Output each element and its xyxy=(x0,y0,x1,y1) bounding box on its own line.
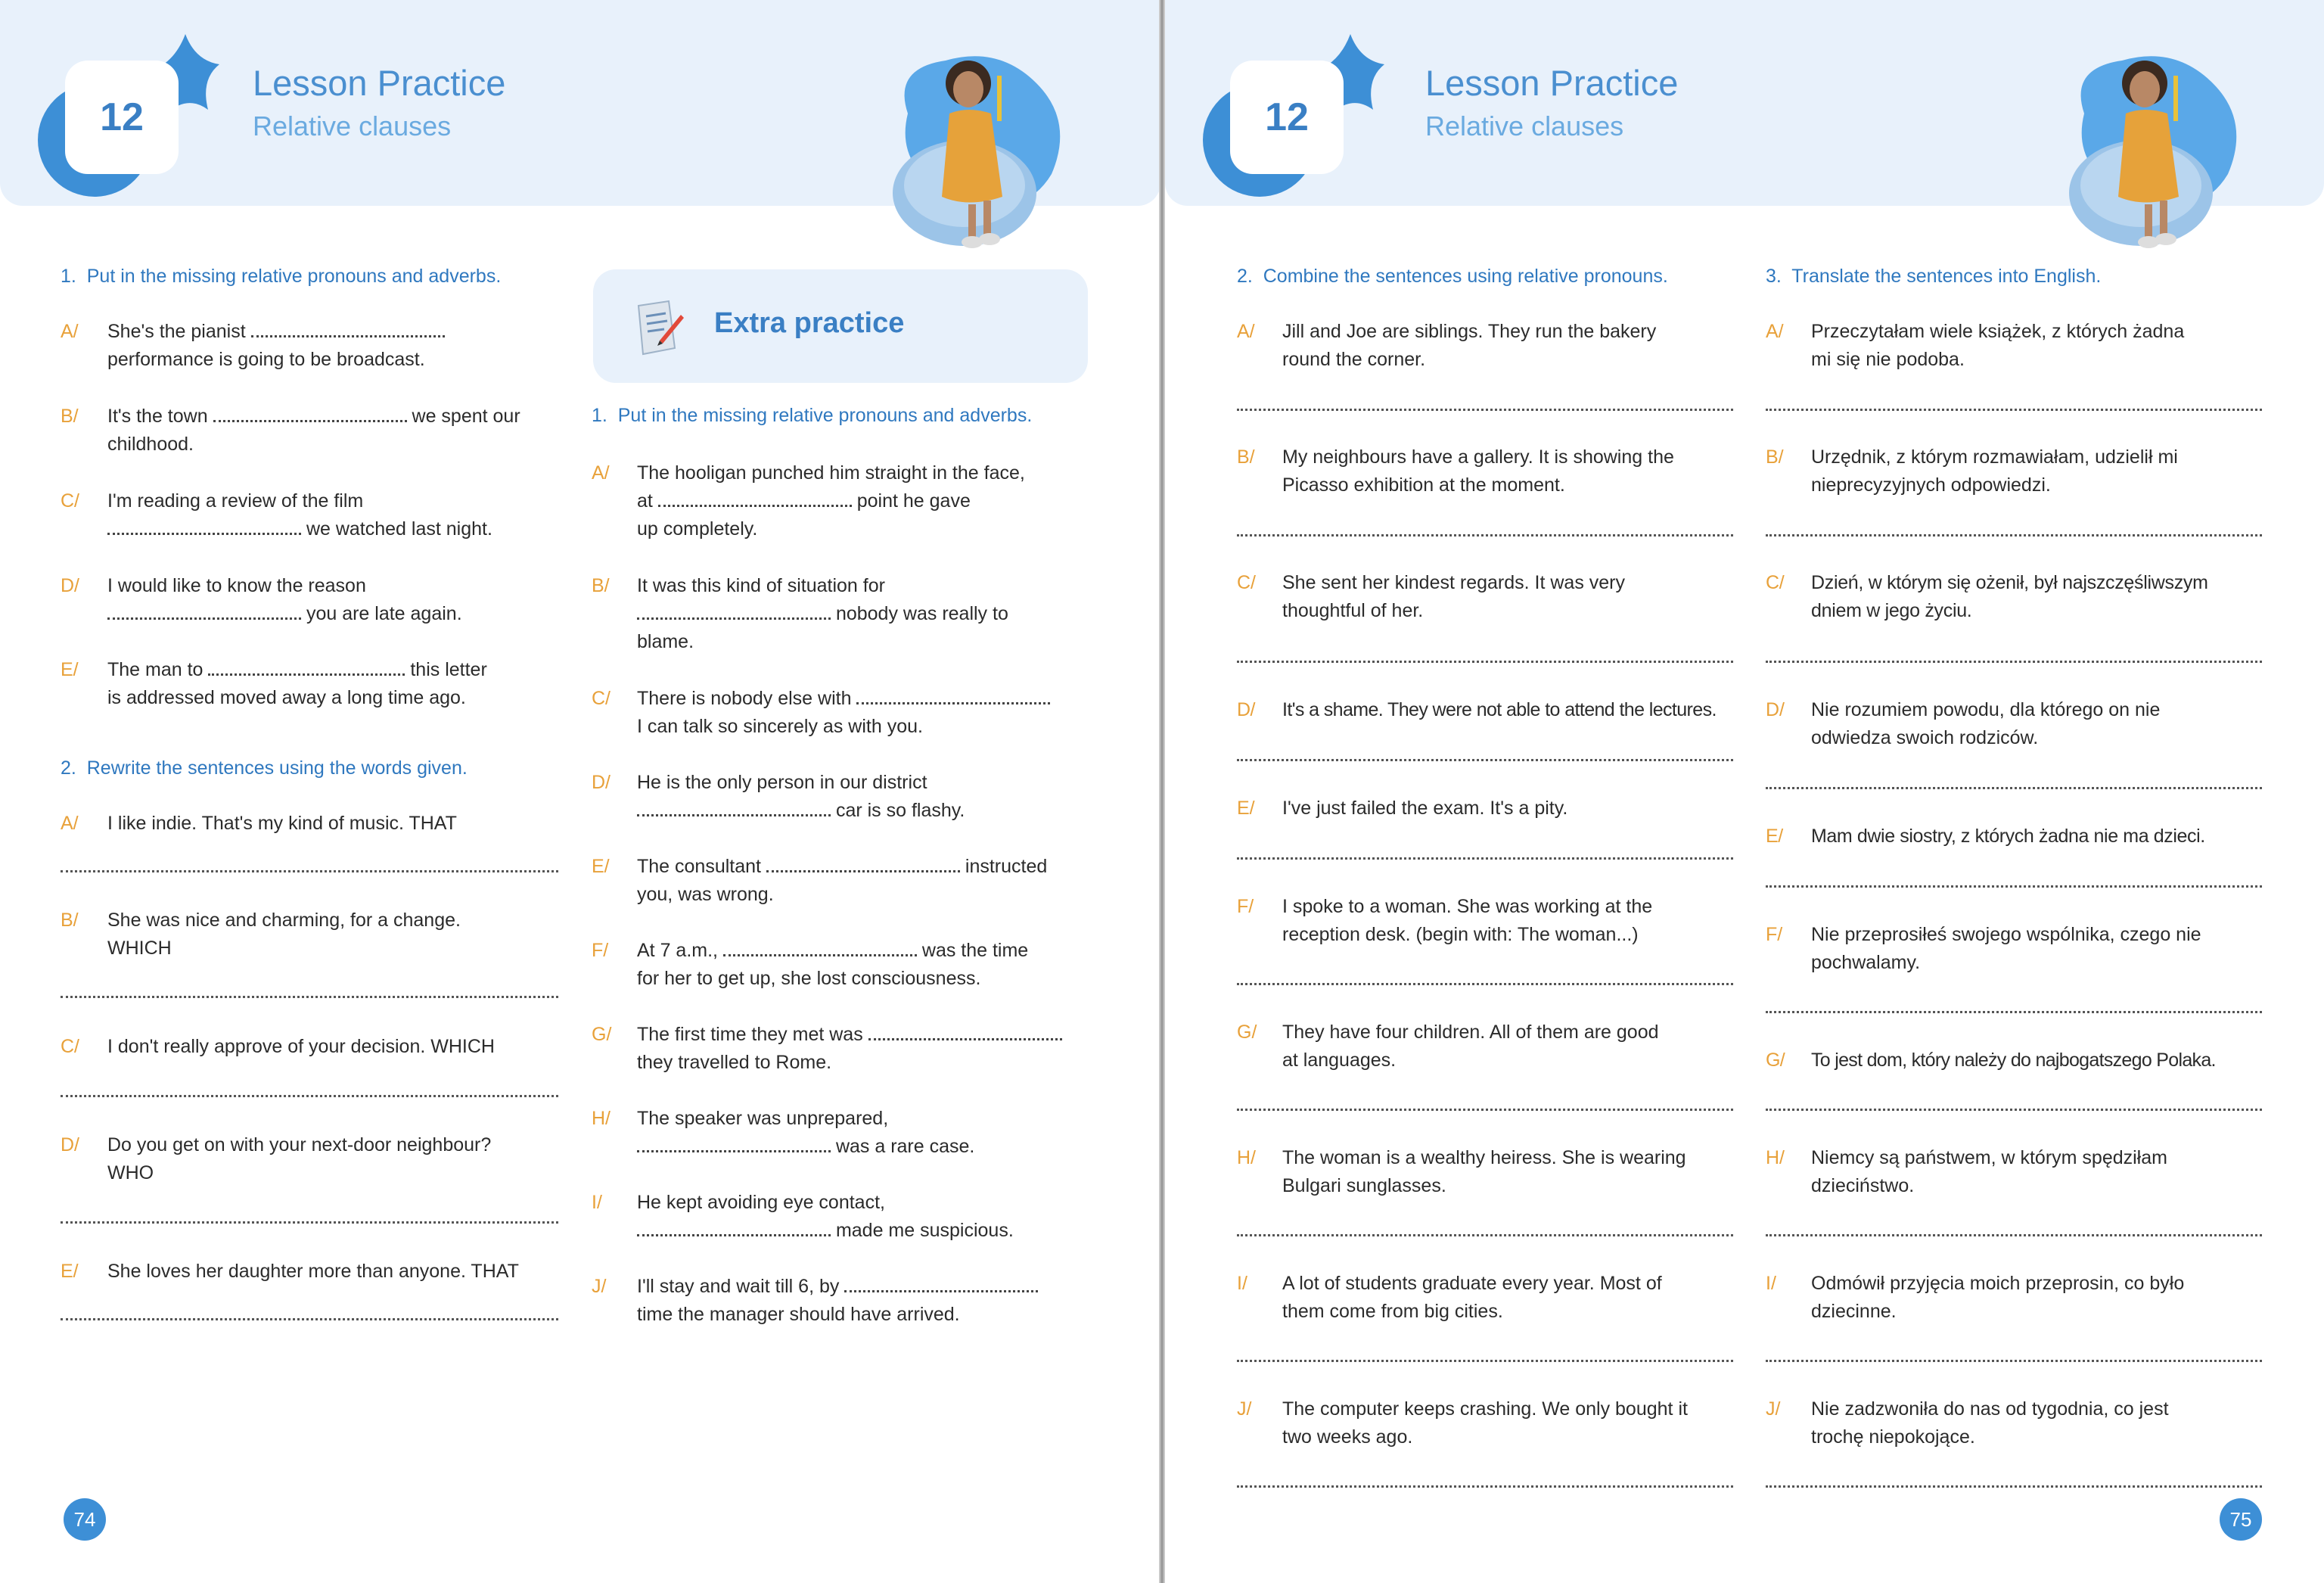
item-text: I'll stay and wait till 6, by xyxy=(637,1276,845,1297)
lesson-number: 12 xyxy=(65,61,179,174)
answer-line[interactable] xyxy=(1237,1234,1733,1236)
list-item xyxy=(1237,318,1736,378)
item-label: D/ xyxy=(1237,699,1255,720)
item-label: F/ xyxy=(1766,924,1783,945)
item-text: mi się nie podoba. xyxy=(1811,349,1965,370)
page-number: 74 xyxy=(64,1498,106,1541)
list-item xyxy=(1237,569,1736,630)
list-item xyxy=(1237,1270,1736,1330)
item-label: A/ xyxy=(1237,321,1255,342)
list-item xyxy=(1766,443,2273,504)
item-text: The consultant xyxy=(637,856,766,877)
list-item xyxy=(592,459,1091,546)
answer-blank[interactable] xyxy=(658,490,852,507)
list-item xyxy=(1237,696,1744,726)
item-text: nieprecyzyjnych odpowiedzi. xyxy=(1811,474,2051,496)
item-label: B/ xyxy=(61,406,79,427)
item-label: F/ xyxy=(1237,896,1254,917)
item-label: E/ xyxy=(592,856,610,877)
item-text: At 7 a.m., xyxy=(637,940,723,961)
list-item xyxy=(592,769,1091,829)
item-text: you are late again. xyxy=(301,603,462,624)
item-label: J/ xyxy=(1237,1398,1252,1420)
list-item xyxy=(1766,823,2280,853)
list-item xyxy=(1766,921,2273,981)
answer-line[interactable] xyxy=(1766,1011,2262,1013)
item-text: blame. xyxy=(637,631,694,652)
item-text: is addressed moved away a long time ago. xyxy=(107,687,466,708)
item-label: G/ xyxy=(592,1024,612,1045)
item-text: The speaker was unprepared, xyxy=(637,1108,889,1129)
answer-line[interactable] xyxy=(1766,1234,2262,1236)
list-item xyxy=(1766,569,2280,630)
item-text: time the manager should have arrived. xyxy=(637,1304,960,1325)
list-item xyxy=(592,1105,1091,1165)
answer-line[interactable] xyxy=(1237,661,1733,663)
item-label: I/ xyxy=(1766,1273,1776,1294)
list-item xyxy=(1237,1019,1736,1079)
answer-line[interactable] xyxy=(1237,1485,1733,1488)
answer-line[interactable] xyxy=(61,1221,558,1224)
answer-blank[interactable] xyxy=(868,1024,1062,1040)
item-label: C/ xyxy=(61,490,79,512)
lesson-badge xyxy=(1203,30,1362,197)
item-text: I can talk so sincerely as with you. xyxy=(637,716,923,737)
list-item xyxy=(1237,1395,1736,1456)
answer-line[interactable] xyxy=(61,1095,558,1097)
item-label: E/ xyxy=(1766,826,1783,847)
item-label: I/ xyxy=(592,1192,602,1213)
list-item xyxy=(61,572,552,633)
answer-line[interactable] xyxy=(61,996,558,998)
item-label: H/ xyxy=(1237,1147,1256,1168)
list-item xyxy=(592,937,1091,997)
answer-blank[interactable] xyxy=(637,1136,831,1152)
list-item xyxy=(592,1021,1098,1081)
item-label: A/ xyxy=(61,813,79,834)
item-text: trochę niepokojące. xyxy=(1811,1426,1975,1448)
list-item xyxy=(1766,1395,2273,1456)
item-text: She was nice and charming, for a change. xyxy=(107,910,461,931)
item-text: for her to get up, she lost consciousness. xyxy=(637,968,981,989)
answer-line[interactable] xyxy=(1237,1360,1733,1362)
list-item xyxy=(61,810,560,840)
answer-line[interactable] xyxy=(1237,857,1733,860)
item-label: C/ xyxy=(1766,572,1785,593)
answer-blank[interactable] xyxy=(208,659,405,676)
extra-practice-label: Extra practice xyxy=(714,307,905,339)
item-text: you, was wrong. xyxy=(637,884,774,905)
answer-line[interactable] xyxy=(1237,409,1733,411)
item-text: She sent her kindest regards. It was very xyxy=(1282,572,1625,593)
list-item xyxy=(61,1131,560,1192)
item-label: B/ xyxy=(1766,446,1784,468)
item-text: nobody was really to xyxy=(831,603,1008,624)
item-label: C/ xyxy=(1237,572,1256,593)
item-label: D/ xyxy=(1766,699,1785,720)
lesson-badge xyxy=(38,30,197,197)
list-item xyxy=(61,318,552,378)
item-text: two weeks ago. xyxy=(1282,1426,1413,1448)
list-item xyxy=(1237,893,1736,953)
item-label: E/ xyxy=(61,659,79,680)
item-text: at xyxy=(637,490,658,512)
item-text: we spent our xyxy=(406,406,520,427)
item-text: Nie rozumiem powodu, dla którego on nie xyxy=(1811,699,2161,720)
girl-on-beanbag-illustration xyxy=(878,30,1074,257)
item-text: Nie zadzwoniła do nas od tygodnia, co jest xyxy=(1811,1398,2169,1420)
item-text: I'm reading a review of the film xyxy=(107,490,364,512)
list-item xyxy=(592,572,1091,659)
item-text: Urzędnik, z którym rozmawiałam, udzielił mi xyxy=(1811,446,2178,468)
item-label: J/ xyxy=(1766,1398,1781,1420)
item-label: C/ xyxy=(61,1036,79,1057)
item-text: this letter xyxy=(405,659,487,680)
item-text: instructed xyxy=(959,856,1048,877)
answer-line[interactable] xyxy=(1237,534,1733,536)
item-text: at languages. xyxy=(1282,1050,1397,1071)
list-item xyxy=(1766,318,2273,378)
answer-line[interactable] xyxy=(1237,759,1733,761)
list-item xyxy=(592,1273,1098,1333)
lesson-title: Lesson Practice xyxy=(253,63,506,103)
item-text: They have four children. All of them are good xyxy=(1282,1022,1659,1043)
list-item xyxy=(1237,443,1736,504)
answer-blank[interactable] xyxy=(637,800,831,816)
book-spine xyxy=(1159,0,1165,1583)
lesson-number: 12 xyxy=(1230,61,1344,174)
item-text: was a rare case. xyxy=(831,1136,975,1157)
item-text: dziecinne. xyxy=(1811,1301,1897,1322)
item-text: made me suspicious. xyxy=(831,1220,1014,1241)
item-text: Przeczytałam wiele książek, z których żadna xyxy=(1811,321,2185,342)
item-text: She's the pianist xyxy=(107,321,251,342)
list-item xyxy=(61,656,552,717)
item-label: D/ xyxy=(592,772,611,793)
exercise-2-heading: 2. Combine the sentences using relative pronouns. xyxy=(1237,266,1668,287)
answer-line[interactable] xyxy=(1766,1109,2262,1111)
answer-blank[interactable] xyxy=(213,406,407,422)
item-label: H/ xyxy=(592,1108,611,1129)
answer-blank[interactable] xyxy=(107,603,301,620)
answer-blank[interactable] xyxy=(844,1276,1038,1292)
item-text: Odmówił przyjęcia moich przeprosin, co było xyxy=(1811,1273,2185,1294)
exercise-2-heading: 2. Rewrite the sentences using the words given. xyxy=(61,757,468,779)
item-text: performance is going to be broadcast. xyxy=(107,349,425,370)
lesson-title: Lesson Practice xyxy=(1425,63,1679,103)
list-item xyxy=(1766,696,2273,757)
answer-line[interactable] xyxy=(61,870,558,872)
item-label: E/ xyxy=(61,1261,79,1282)
list-item xyxy=(61,1033,560,1063)
item-text: was the time xyxy=(916,940,1029,961)
item-text: thoughtful of her. xyxy=(1282,600,1424,621)
item-text: point he gave xyxy=(851,490,971,512)
list-item xyxy=(1766,1270,2273,1330)
item-label: B/ xyxy=(592,575,610,596)
item-label: F/ xyxy=(592,940,609,961)
item-text: I don't really approve of your decision. WHICH xyxy=(107,1036,495,1057)
girl-on-beanbag-illustration xyxy=(2054,30,2251,257)
item-label: B/ xyxy=(61,910,79,931)
left-page xyxy=(0,0,1160,1583)
answer-blank[interactable] xyxy=(856,688,1050,704)
answer-line[interactable] xyxy=(1237,1109,1733,1111)
list-item xyxy=(1766,1144,2273,1205)
answer-line[interactable] xyxy=(1766,1485,2262,1488)
list-item xyxy=(61,907,560,967)
item-label: I/ xyxy=(1237,1273,1247,1294)
item-label: A/ xyxy=(61,321,79,342)
list-item xyxy=(61,1258,560,1288)
lesson-subtitle: Relative clauses xyxy=(253,110,452,142)
answer-line[interactable] xyxy=(1766,787,2262,789)
extra-exercise-heading: 1. Put in the missing relative pronouns and adverbs. xyxy=(592,405,1033,426)
list-item xyxy=(1237,1144,1736,1205)
item-label: G/ xyxy=(1766,1050,1785,1071)
right-page xyxy=(1165,0,2324,1583)
item-text: I would like to know the reason xyxy=(107,575,366,596)
item-text: them come from big cities. xyxy=(1282,1301,1503,1322)
item-text: Dzień, w którym się ożenił, był najszczęśliwszym xyxy=(1811,572,2208,593)
answer-blank[interactable] xyxy=(251,321,445,337)
extra-practice-banner xyxy=(593,269,1088,383)
item-text: pochwalamy. xyxy=(1811,952,1921,973)
item-text: WHO xyxy=(107,1162,154,1183)
answer-line[interactable] xyxy=(61,1318,558,1320)
item-text: childhood. xyxy=(107,434,194,455)
answer-line[interactable] xyxy=(1766,409,2262,411)
answer-blank[interactable] xyxy=(637,1220,831,1236)
item-label: J/ xyxy=(592,1276,607,1297)
item-text: dzieciństwo. xyxy=(1811,1175,1915,1196)
answer-line[interactable] xyxy=(1766,1360,2262,1362)
item-label: C/ xyxy=(592,688,611,709)
answer-line[interactable] xyxy=(1766,534,2262,536)
item-text: Bulgari sunglasses. xyxy=(1282,1175,1446,1196)
item-text: Picasso exhibition at the moment. xyxy=(1282,474,1565,496)
item-label: A/ xyxy=(592,462,610,484)
item-text: WHICH xyxy=(107,938,172,959)
item-text: It's a shame. They were not able to attend the lectures. xyxy=(1282,699,1717,720)
item-text: A lot of students graduate every year. Most of xyxy=(1282,1273,1662,1294)
list-item xyxy=(1237,795,1736,825)
item-text: Mam dwie siostry, z których żadna nie ma dzieci. xyxy=(1811,826,2205,847)
list-item xyxy=(592,853,1091,913)
answer-line[interactable] xyxy=(1766,661,2262,663)
list-item xyxy=(1766,1047,2288,1077)
item-label: E/ xyxy=(1237,798,1255,819)
item-text: odwiedza swoich rodziców. xyxy=(1811,727,2039,748)
answer-blank[interactable] xyxy=(637,603,831,620)
list-item xyxy=(592,685,1091,745)
item-label: B/ xyxy=(1237,446,1255,468)
item-text: round the corner. xyxy=(1282,349,1426,370)
item-text: up completely. xyxy=(637,518,758,540)
item-text: dniem w jego życiu. xyxy=(1811,600,1972,621)
item-text: I've just failed the exam. It's a pity. xyxy=(1282,798,1568,819)
exercise-3-heading: 3. Translate the sentences into English. xyxy=(1766,266,2102,287)
item-text: It's the town xyxy=(107,406,213,427)
item-label: A/ xyxy=(1766,321,1784,342)
exercise-1-heading: 1. Put in the missing relative pronouns and adverbs. xyxy=(61,266,502,287)
document-pencil-icon xyxy=(632,297,685,357)
item-text: It was this kind of situation for xyxy=(637,575,885,596)
answer-line[interactable] xyxy=(1766,885,2262,888)
list-item xyxy=(61,403,552,463)
answer-line[interactable] xyxy=(1237,983,1733,985)
item-text: He is the only person in our district xyxy=(637,772,927,793)
item-label: D/ xyxy=(61,1134,79,1155)
item-text: The man to xyxy=(107,659,209,680)
item-text: The computer keeps crashing. We only bought it xyxy=(1282,1398,1688,1420)
list-item xyxy=(592,1189,1091,1249)
item-label: D/ xyxy=(61,575,79,596)
item-text: I like indie. That's my kind of music. THAT xyxy=(107,813,457,834)
item-text: My neighbours have a gallery. It is showing the xyxy=(1282,446,1674,468)
item-text: car is so flashy. xyxy=(831,800,965,821)
list-item xyxy=(61,487,552,548)
item-text: There is nobody else with xyxy=(637,688,857,709)
item-text: The first time they met was xyxy=(637,1024,868,1045)
item-text: Do you get on with your next-door neighbour? xyxy=(107,1134,492,1155)
item-text: they travelled to Rome. xyxy=(637,1052,832,1073)
answer-blank[interactable] xyxy=(766,856,960,872)
page-number: 75 xyxy=(2220,1498,2262,1541)
lesson-subtitle: Relative clauses xyxy=(1425,110,1624,142)
answer-blank[interactable] xyxy=(723,940,917,956)
item-text: She loves her daughter more than anyone. THAT xyxy=(107,1261,519,1282)
answer-blank[interactable] xyxy=(107,518,301,535)
item-text: we watched last night. xyxy=(301,518,492,540)
item-text: The hooligan punched him straight in the face, xyxy=(637,462,1025,484)
item-text: To jest dom, który należy do najbogatszego Polaka. xyxy=(1811,1050,2216,1071)
item-label: H/ xyxy=(1766,1147,1785,1168)
item-text: He kept avoiding eye contact, xyxy=(637,1192,885,1213)
item-text: Nie przeprosiłeś swojego wspólnika, czego nie xyxy=(1811,924,2201,945)
item-label: G/ xyxy=(1237,1022,1257,1043)
item-text: reception desk. (begin with: The woman...) xyxy=(1282,924,1639,945)
item-text: Jill and Joe are siblings. They run the bakery xyxy=(1282,321,1657,342)
item-text: I spoke to a woman. She was working at the xyxy=(1282,896,1653,917)
item-text: The woman is a wealthy heiress. She is wearing xyxy=(1282,1147,1686,1168)
item-text: Niemcy są państwem, w którym spędziłam xyxy=(1811,1147,2167,1168)
